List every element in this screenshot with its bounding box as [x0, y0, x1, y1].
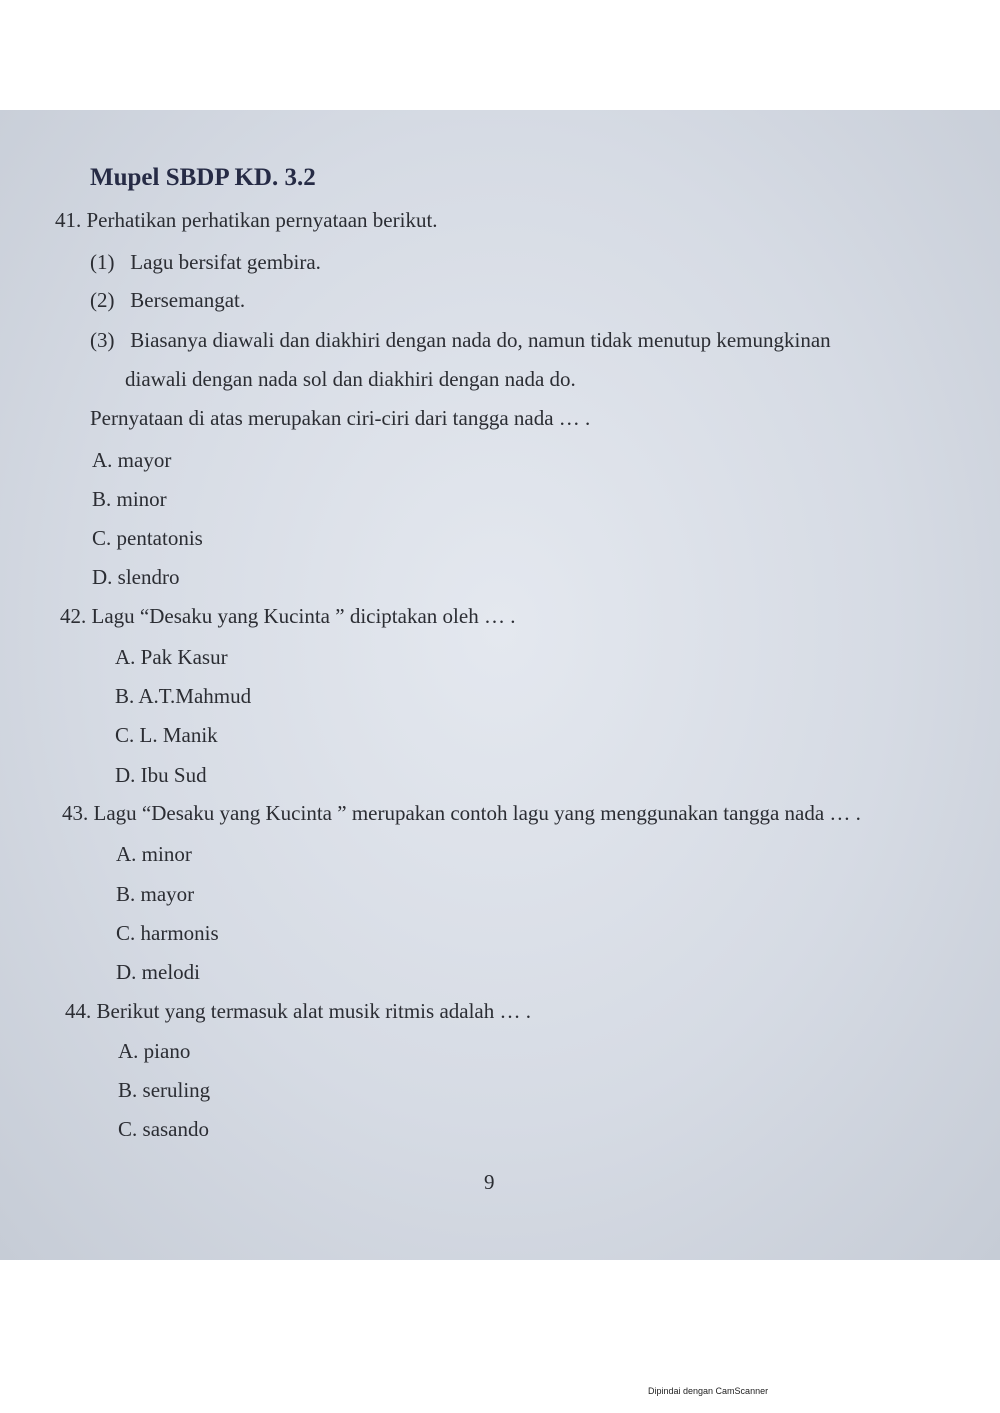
statement-1	[90, 252, 321, 273]
question-number: 42.	[60, 604, 87, 628]
option-d	[115, 765, 207, 786]
option-b	[92, 489, 167, 510]
question-text: Lagu “Desaku yang Kucinta ” diciptakan oleh … .	[91, 604, 516, 628]
option-letter: A.	[115, 645, 136, 669]
option-text: L. Manik	[139, 723, 218, 747]
question-43	[62, 803, 861, 824]
question-number: 41.	[55, 208, 82, 232]
option-letter: A.	[116, 842, 137, 866]
option-letter: A.	[92, 448, 113, 472]
option-letter: D.	[115, 763, 136, 787]
question-number: 44.	[65, 999, 92, 1023]
option-a	[115, 647, 228, 668]
statement-2	[90, 290, 245, 311]
option-text: Ibu Sud	[140, 763, 207, 787]
option-a	[118, 1041, 190, 1062]
question-text: Lagu “Desaku yang Kucinta ” merupakan contoh lagu yang menggunakan tangga nada … .	[93, 801, 861, 825]
option-letter: C.	[116, 921, 136, 945]
scanned-page	[0, 110, 1000, 1260]
option-letter: B.	[92, 487, 112, 511]
option-b	[115, 686, 251, 707]
option-d	[92, 567, 180, 588]
option-c	[115, 725, 218, 746]
option-letter: B.	[115, 684, 135, 708]
statement-text: Biasanya diawali dan diakhiri dengan nada do, namun tidak menutup kemungkinan	[130, 328, 831, 352]
option-letter: C.	[115, 723, 135, 747]
option-a	[92, 450, 171, 471]
option-c	[92, 528, 203, 549]
option-letter: D.	[116, 960, 137, 984]
question-text: Perhatikan perhatikan pernyataan berikut.	[86, 208, 438, 232]
question-number: 43.	[62, 801, 89, 825]
option-text: melodi	[141, 960, 200, 984]
scanner-footer: Dipindai dengan CamScanner	[648, 1386, 769, 1396]
question-text: Berikut yang termasuk alat musik ritmis adalah … .	[96, 999, 531, 1023]
option-d	[116, 962, 200, 983]
option-letter: C.	[92, 526, 112, 550]
option-text: piano	[143, 1039, 191, 1063]
option-text: mayor	[117, 448, 172, 472]
statement-text: Bersemangat.	[130, 288, 246, 312]
option-letter: D.	[92, 565, 113, 589]
option-text: slendro	[117, 565, 180, 589]
option-a	[116, 844, 192, 865]
option-letter: B.	[118, 1078, 138, 1102]
option-text: pentatonis	[116, 526, 203, 550]
option-b	[118, 1080, 210, 1101]
statement-number: (1)	[90, 250, 115, 274]
statement-3	[90, 330, 831, 351]
question-42	[60, 606, 515, 627]
option-text: sasando	[142, 1117, 210, 1141]
page-title: Mupel SBDP KD. 3.2	[90, 164, 316, 191]
option-text: mayor	[140, 882, 195, 906]
option-letter: B.	[116, 882, 136, 906]
statement-number: (3)	[90, 328, 115, 352]
question-44	[65, 1001, 531, 1022]
question-prompt: Pernyataan di atas merupakan ciri-ciri dari tangga nada … .	[90, 406, 591, 430]
option-c	[118, 1119, 209, 1140]
option-text: harmonis	[140, 921, 219, 945]
option-text: minor	[116, 487, 167, 511]
option-text: minor	[141, 842, 192, 866]
option-text: A.T.Mahmud	[138, 684, 252, 708]
option-text: Pak Kasur	[140, 645, 228, 669]
question-41	[55, 210, 438, 231]
option-letter: C.	[118, 1117, 138, 1141]
statement-number: (2)	[90, 288, 115, 312]
statement-3-continuation: diawali dengan nada sol dan diakhiri dengan nada do.	[125, 367, 576, 391]
option-c	[116, 923, 219, 944]
page-number: 9	[484, 1170, 495, 1194]
option-b	[116, 884, 194, 905]
option-letter: A.	[118, 1039, 139, 1063]
statement-text: Lagu bersifat gembira.	[130, 250, 321, 274]
option-text: seruling	[142, 1078, 211, 1102]
